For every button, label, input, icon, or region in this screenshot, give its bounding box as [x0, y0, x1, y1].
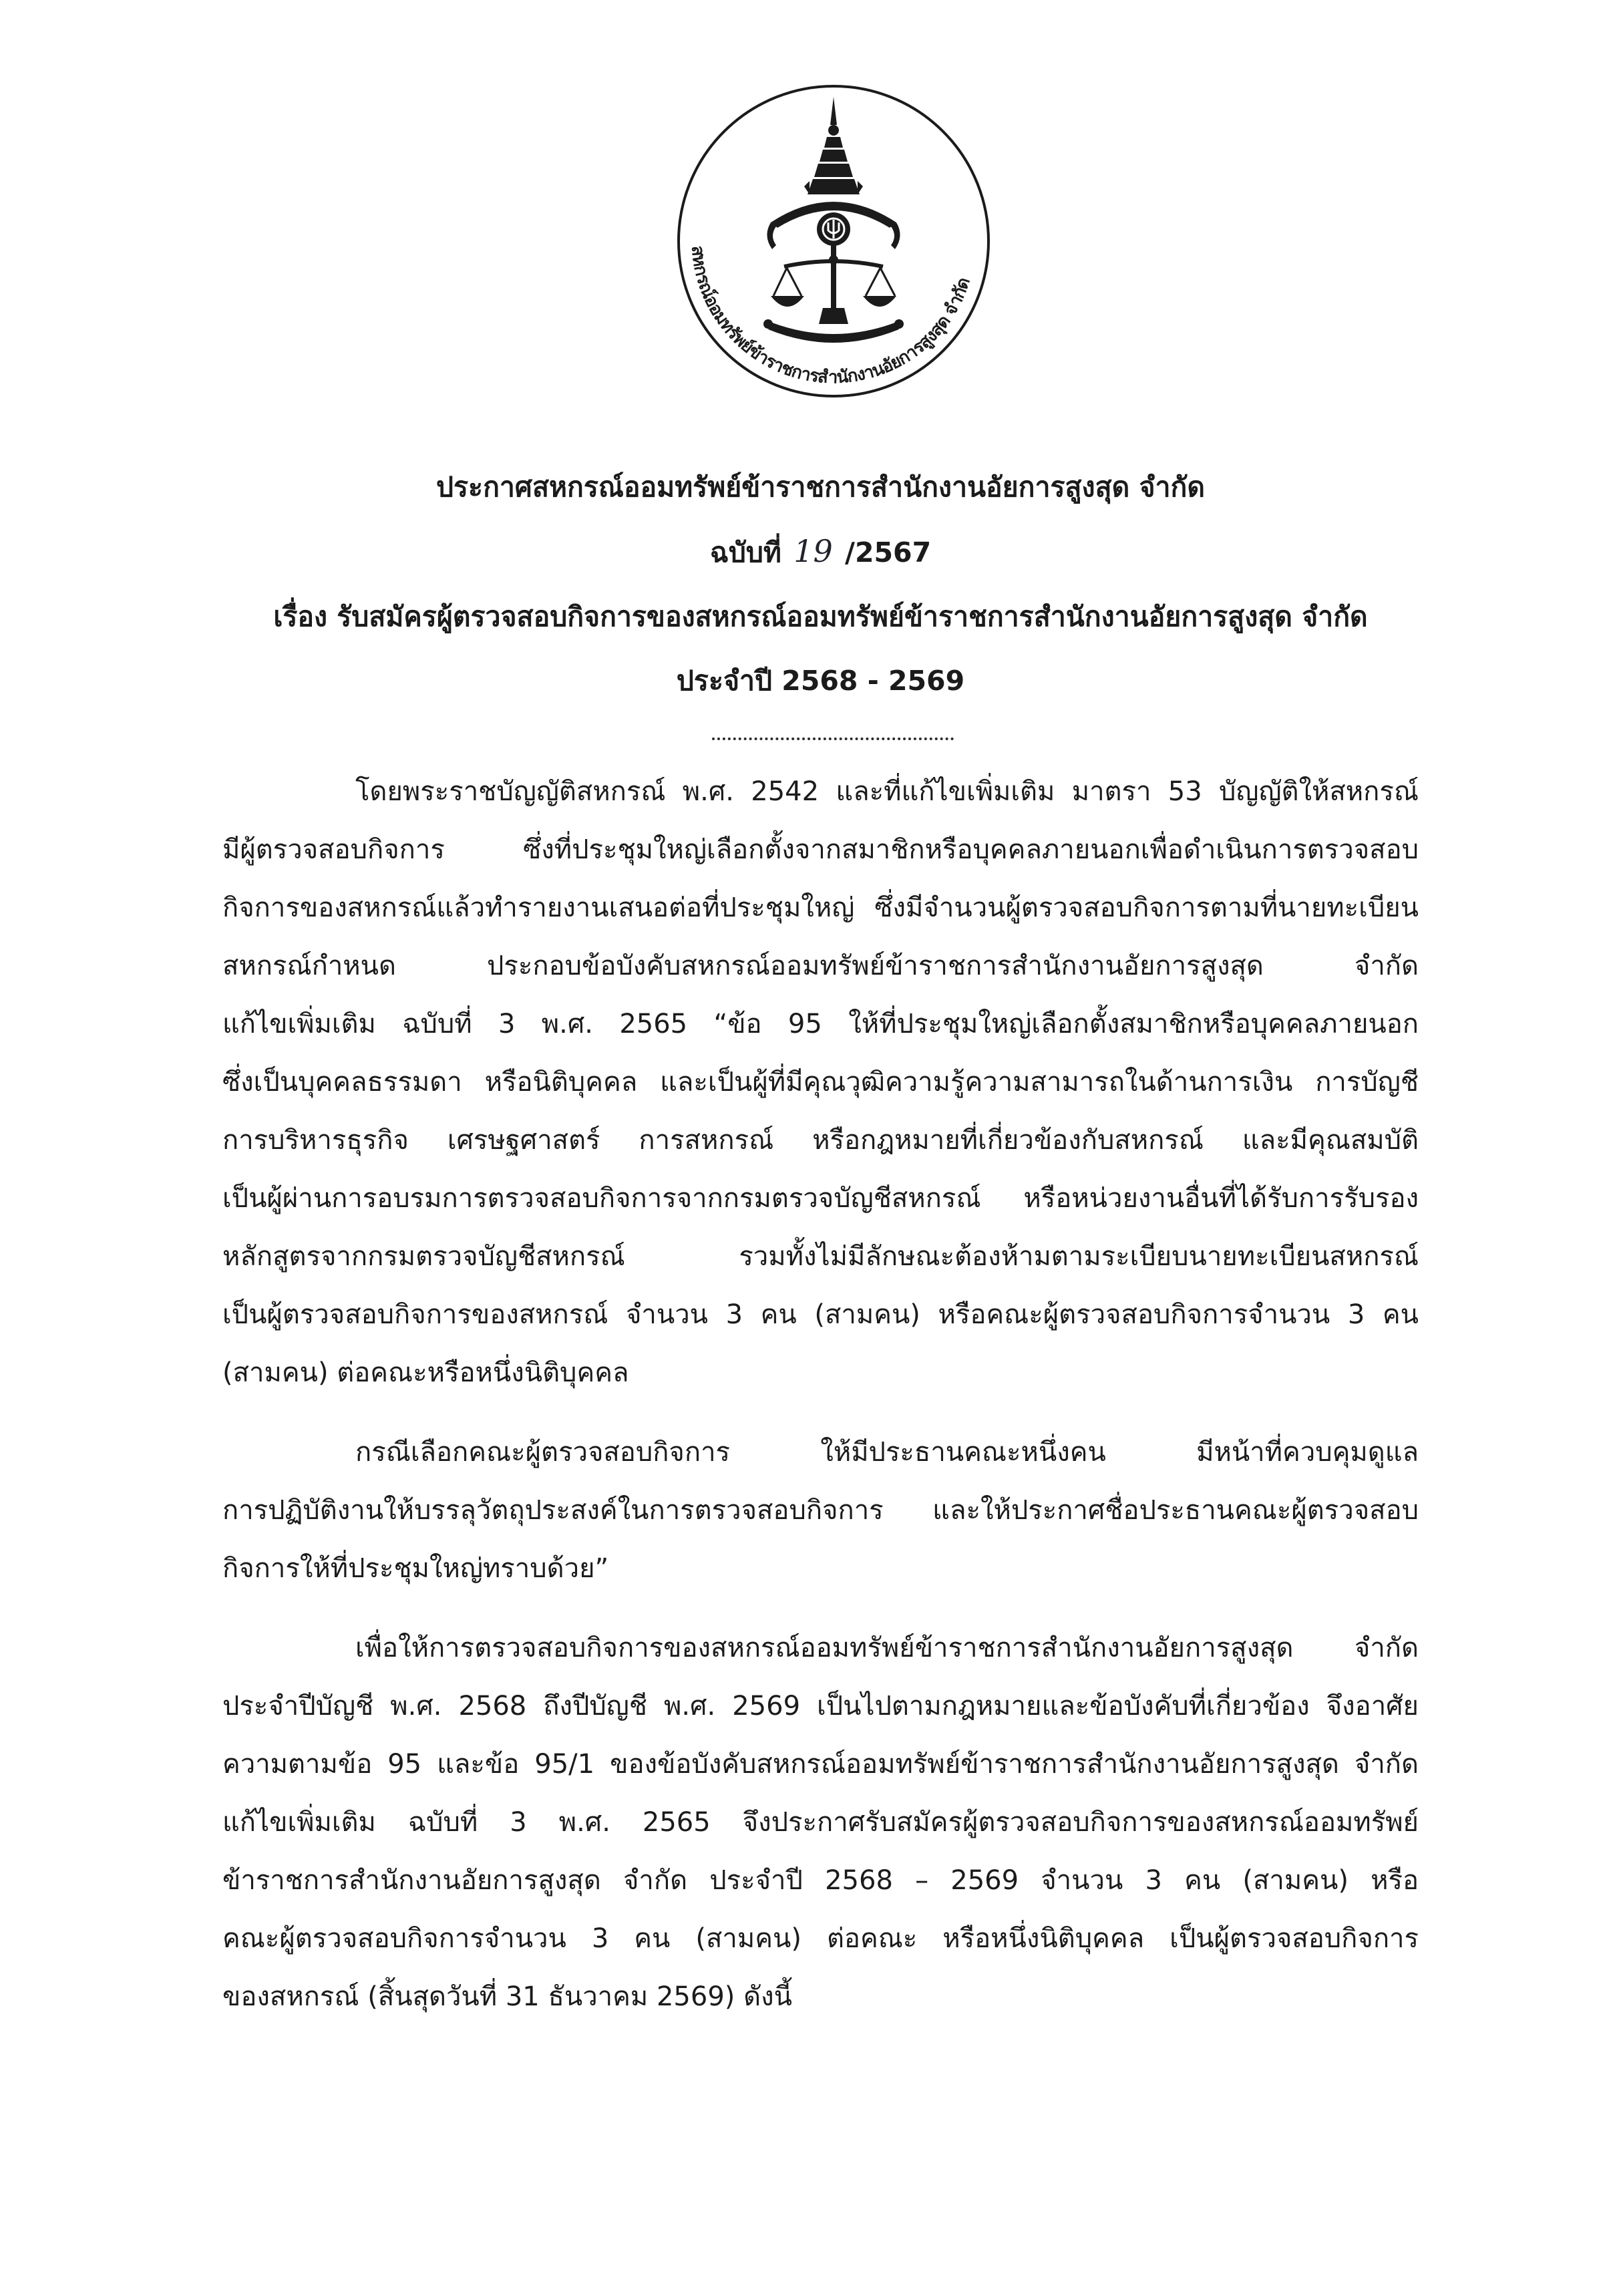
paragraph-line: กรณีเลือกคณะผู้ตรวจสอบกิจการ ให้มีประธานคณะหนึ่งคน มีหน้าที่ควบคุมดูแล: [355, 1437, 1419, 1468]
paragraph-line: เป็นผู้ผ่านการอบรมการตรวจสอบกิจการจากกรมตรวจบัญชีสหกรณ์ หรือหน่วยงานอื่นที่ได้รับการรับรอง: [222, 1183, 1419, 1214]
paragraph-line: เป็นผู้ตรวจสอบกิจการของสหกรณ์ จำนวน 3 คน (สามคน) หรือคณะผู้ตรวจสอบกิจการจำนวน 3 คน: [222, 1299, 1419, 1330]
body-paragraph-3: [222, 1619, 1419, 2026]
paragraph-line: แก้ไขเพิ่มเติม ฉบับที่ 3 พ.ศ. 2565 จึงประกาศรับสมัครผู้ตรวจสอบกิจการของสหกรณ์ออมทรัพย์: [222, 1807, 1419, 1838]
body-paragraph-1: [222, 763, 1419, 1402]
announcement-header: [222, 455, 1419, 713]
announcement-body: [222, 763, 1419, 2026]
paragraph-line: คณะผู้ตรวจสอบกิจการจำนวน 3 คน (สามคน) ต่อคณะ หรือหนึ่งนิติบุคคล เป็นผู้ตรวจสอบกิจการ: [222, 1923, 1419, 1954]
paragraph-line: ข้าราชการสำนักงานอัยการสูงสุด จำกัด ประจำปี 2568 – 2569 จำนวน 3 คน (สามคน) หรือ: [222, 1865, 1419, 1896]
paragraph-line: การบริหารธุรกิจ เศรษฐศาสตร์ การสหกรณ์ หรือกฎหมายที่เกี่ยวข้องกับสหกรณ์ และมีคุณสมบัติ: [222, 1125, 1419, 1156]
cooperative-seal-icon: [673, 81, 994, 401]
paragraph-line: กิจการของสหกรณ์แล้วทำรายงานเสนอต่อที่ประชุมใหญ่ ซึ่งมีจำนวนผู้ตรวจสอบกิจการตามที่นายทะเบียน: [222, 892, 1419, 923]
paragraph-line: หลักสูตรจากกรมตรวจบัญชีสหกรณ์ รวมทั้งไม่มีลักษณะต้องห้ามตามระเบียบนายทะเบียนสหกรณ์: [222, 1241, 1419, 1272]
announcement-subject: เรื่อง รับสมัครผู้ตรวจสอบกิจการของสหกรณ์ออมทรัพย์ข้าราชการสำนักงานอัยการสูงสุด จำกัด: [273, 601, 1368, 633]
paragraph-line: (สามคน) ต่อคณะหรือหนึ่งนิติบุคคล: [222, 1357, 629, 1388]
seal-base-icon: [763, 308, 904, 343]
paragraph-line: มีผู้ตรวจสอบกิจการ ซึ่งที่ประชุมใหญ่เลือกตั้งจากสมาชิกหรือบุคคลภายนอกเพื่อดำเนินการตรวจสอบ: [222, 834, 1419, 865]
paragraph-line: ประจำปีบัญชี พ.ศ. 2568 ถึงปีบัญชี พ.ศ. 2569 เป็นไปตามกฎหมายและข้อบังคับที่เกี่ยวข้อง จึงอาศัย: [222, 1691, 1419, 1721]
dotted-separator: [712, 737, 954, 740]
paragraph-line: โดยพระราชบัญญัติสหกรณ์ พ.ศ. 2542 และที่แก้ไขเพิ่มเติม มาตรา 53 บัญญัติให้สหกรณ์: [355, 776, 1419, 807]
paragraph-line: เพื่อให้การตรวจสอบกิจการของสหกรณ์ออมทรัพย์ข้าราชการสำนักงานอัยการสูงสุด จำกัด: [355, 1633, 1419, 1663]
scales-of-justice-icon: [771, 245, 896, 309]
announcement-number: [222, 519, 1419, 585]
handwritten-number: 19: [793, 533, 833, 569]
paragraph-line: ของสหกรณ์ (สิ้นสุดวันที่ 31 ธันวาคม 2569) ดังนี้: [222, 1981, 792, 2012]
seal-ring-textpath: สหกรณ์ออมทรัพย์ข้าราชการสำนักงานอัยการสูงสุด จำกัด: [687, 244, 974, 388]
paragraph-line: กิจการให้ที่ประชุมใหญ่ทราบด้วย”: [222, 1553, 609, 1584]
announcement-period: ประจำปี 2568 - 2569: [676, 665, 965, 697]
paragraph-line: ความตามข้อ 95 และข้อ 95/1 ของข้อบังคับสหกรณ์ออมทรัพย์ข้าราชการสำนักงานอัยการสูงสุด จำกัด: [222, 1749, 1419, 1780]
announcement-title: ประกาศสหกรณ์ออมทรัพย์ข้าราชการสำนักงานอัยการสูงสุด จำกัด: [436, 471, 1205, 503]
crown-spire-icon: [804, 97, 863, 194]
announcement-number-year: /2567: [845, 536, 932, 568]
announcement-number-label: ฉบับที่: [709, 536, 781, 568]
paragraph-line: การปฏิบัติงานให้บรรลุวัตถุประสงค์ในการตรวจสอบกิจการ และให้ประกาศชื่อประธานคณะผู้ตรวจสอบ: [222, 1495, 1419, 1526]
paragraph-line: สหกรณ์กำหนด ประกอบข้อบังคับสหกรณ์ออมทรัพย์ข้าราชการสำนักงานอัยการสูงสุด จำกัด: [222, 951, 1419, 981]
paragraph-line: แก้ไขเพิ่มเติม ฉบับที่ 3 พ.ศ. 2565 “ข้อ 95 ให้ที่ประชุมใหญ่เลือกตั้งสมาชิกหรือบุคคลภายนอก: [222, 1009, 1419, 1039]
paragraph-line: ซึ่งเป็นบุคคลธรรมดา หรือนิติบุคคล และเป็นผู้ที่มีคุณวุฒิความรู้ความสามารถในด้านการเงิน การบัญชี: [222, 1067, 1419, 1098]
central-emblem-icon: [817, 212, 850, 246]
body-paragraph-2: [222, 1424, 1419, 1598]
